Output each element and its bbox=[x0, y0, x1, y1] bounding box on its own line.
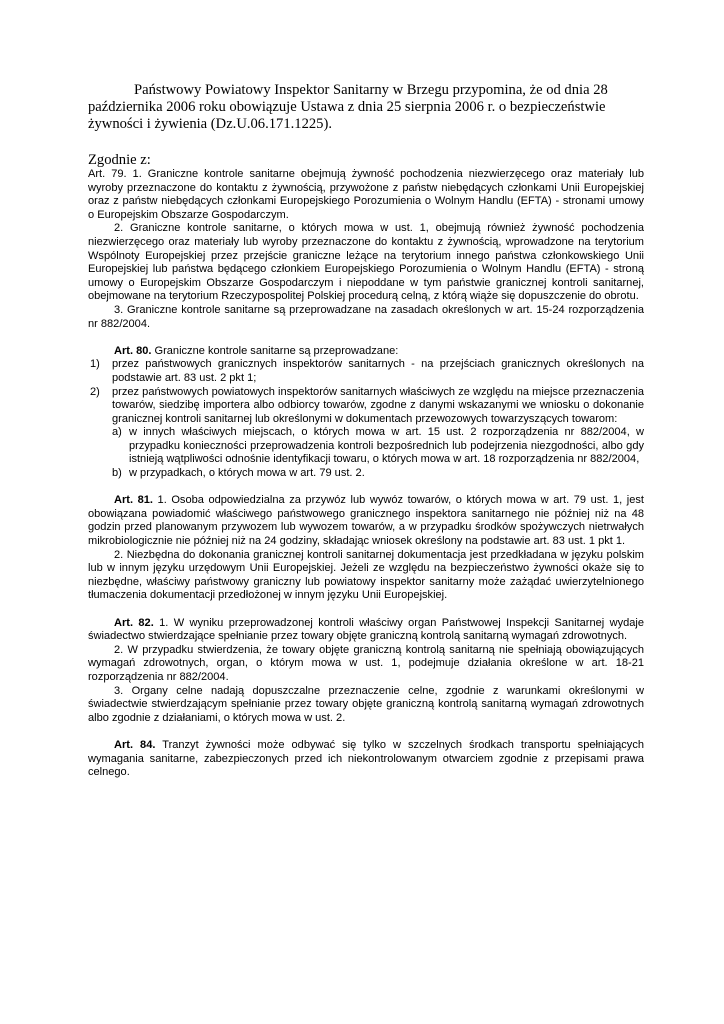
art82-paragraph-1: Art. 82. 1. W wyniku przeprowadzonej kontroli właściwy organ Państwowej Inspekcji Sanitarnej wydaje świadectwo stwierdzające spełnianie przez towary objęte graniczną kontrolą sanitarną wymagań zdrowotnych. bbox=[88, 616, 644, 643]
art84-label: Art. 84. bbox=[114, 738, 156, 751]
art84-paragraph: Art. 84. Tranzyt żywności może odbywać się tylko w szczelnych środkach transportu spełniających wymagania sanitarne, zabezpieczonych przed ich niekontrolowanym otwarciem zgodnie z przepisami prawa celnego. bbox=[88, 738, 644, 779]
art80-subitem: b) w przypadkach, o których mowa w art. 79 ust. 2. bbox=[112, 467, 365, 480]
art79-paragraph-3: 3. Graniczne kontrole sanitarne są przeprowadzane na zasadach określonych w art. 15-24 rozporządzenia nr 882/2004. bbox=[88, 303, 644, 330]
zgodnie-heading: Zgodnie z: bbox=[88, 152, 151, 168]
art82-paragraph-3: 3. Organy celne nadają dopuszczalne przeznaczenie celne, zgodnie z warunkami określonymi w świadectwie stwierdzającym spełnianie przez towary objęte graniczną kontrolą sanitarną wymagań zdrowotnych albo zgodnie z działaniami, o których mowa w ust. 2. bbox=[88, 684, 644, 724]
art81-paragraph-1: Art. 81. 1. Osoba odpowiedzialna za przywóz lub wywóz towarów, o których mowa w art. 79 ust. 1, jest obowiązana powiadomić właściwego państwowego granicznego inspektora sanitarnego nie później niż na 48 godzin przed planowanym przywozem lub wywozem towarów, a w przypadku środków spożywczych nietrwałych mikrobiologicznie nie później niż na 24 godziny, składając wniosek określony na podstawie art. 83 ust. 1 pkt 1. bbox=[88, 494, 644, 548]
art80-subitem: a) w innych właściwych miejscach, o których mowa w art. 15 ust. 2 rozporządzenia nr 882/2004, w przypadku konieczności przeprowadzenia kontroli bezpośrednich lub podejrzenia niezgodności, albo gdy istnieją wątpliwości odnośnie identyfikacji towaru, o których mowa w art. 18 rozporządzenia nr 882/2004, bbox=[112, 426, 644, 466]
intro-paragraph: Państwowy Powiatowy Inspektor Sanitarny w Brzegu przypomina, że od dnia 28 października 2006 roku obowiązuje Ustawa z dnia 25 sierpnia 2006 r. o bezpieczeństwie żywności i żywienia (Dz.U.06.171.1225). bbox=[88, 82, 608, 132]
art82-label: Art. 82. bbox=[114, 616, 154, 629]
document-page bbox=[88, 82, 644, 780]
art79-paragraph-2: 2. Graniczne kontrole sanitarne, o których mowa w ust. 1, obejmują również żywność pochodzenia niezwierzęcego oraz materiały lub wyroby przeznaczone do kontaktu z żywnością, wprowadzone na terytorium Wspólnoty Europejskiej przez przejście graniczne leżące na terytorium innego państwa członkowskiego Unii Europejskiej lub państwa będącego członkiem Europejskiego Porozumienia o Wolnym Handlu (EFTA) - stroną umowy o Europejskim Obszarze Gospodarczym i niepoddane w tym państwie granicznej kontroli sanitarnej, obejmowane na terytorium Rzeczypospolitej Polskiej procedurą celną, z którą wiąże się dopuszczenie do obrotu. bbox=[88, 222, 644, 303]
art80-item: 1) przez państwowych granicznych inspektorów sanitarnych - na przejściach granicznych określonych na podstawie art. 83 ust. 2 pkt 1; bbox=[90, 358, 644, 384]
art80-label: Art. 80. bbox=[114, 344, 152, 357]
art79-paragraph-1: Art. 79. 1. Graniczne kontrole sanitarne obejmują żywność pochodzenia niezwierzęcego oraz materiały lub wyroby przeznaczone do kontaktu z żywnością, przywożone z państw niebędących członkami Unii Europejskiej oraz z państw niebędących członkami Europejskiego Porozumienia o Wolnym Handlu (EFTA) - stronami umowy o Europejskim Obszarze Gospodarczym. bbox=[88, 168, 644, 221]
legal-text bbox=[88, 168, 644, 780]
art80-item: 2) przez państwowych powiatowych inspektorów sanitarnych właściwych ze względu na miejsce przeznaczenia towarów, siedzibę importera albo odbiorcy towarów, zgodne z danymi wskazanymi we wniosku o dokonanie granicznej kontroli sanitarnej lub określonymi w dokumentach przewozowych towarzyszących towarom: bbox=[90, 385, 644, 425]
art81-paragraph-2: 2. Niezbędna do dokonania granicznej kontroli sanitarnej dokumentacja jest przedkładana w języku polskim lub w innym języku urzędowym Unii Europejskiej. Jeżeli ze względu na bezpieczeństwo żywności okaże się to niezbędne, właściwy państwowy graniczny lub powiatowy inspektor sanitarny może zażądać uwierzytelnionego tłumaczenia dokumentacji przedłożonej w innym języku Unii Europejskiej. bbox=[88, 548, 644, 602]
art82-paragraph-2: 2. W przypadku stwierdzenia, że towary objęte graniczną kontrolą sanitarną nie spełniają obowiązujących wymagań zdrowotnych, organ, o którym mowa w ust. 1, podejmuje działania określone w art. 18-21 rozporządzenia nr 882/2004. bbox=[88, 643, 644, 683]
art80-lead: Art. 80. Graniczne kontrole sanitarne są przeprowadzane: bbox=[114, 344, 399, 357]
art81-label: Art. 81. bbox=[114, 494, 153, 507]
